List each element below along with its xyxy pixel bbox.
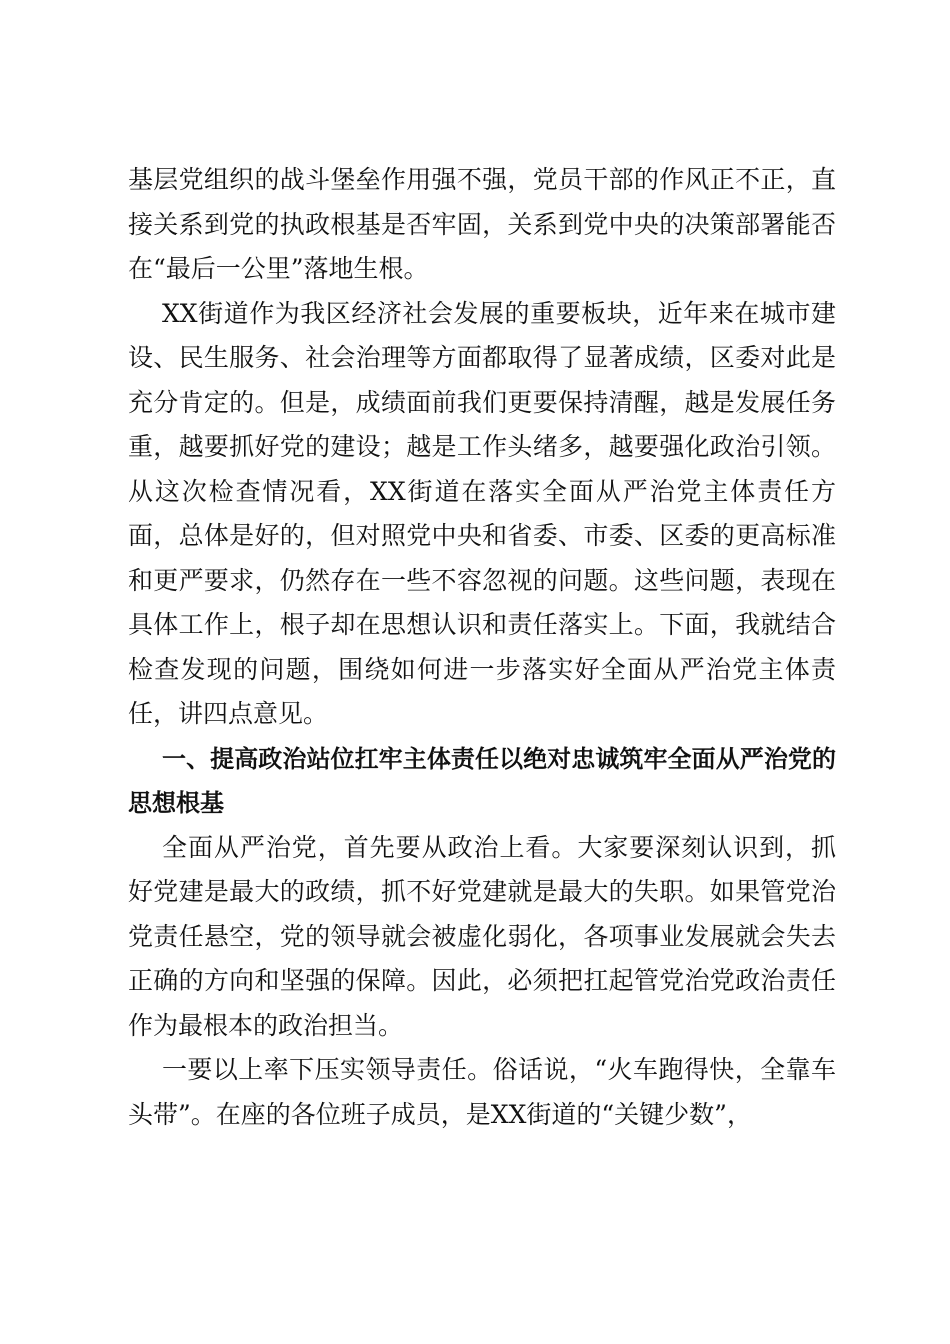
paragraph-leadership-responsibility: 一要以上率下压实领导责任。俗话说，“火车跑得快，全靠车头带”。在座的各位班子成员，是XX街道的“关键少数”，: [128, 1055, 836, 1129]
paragraph-street-overview: XX街道作为我区经济社会发展的重要板块，近年来在城市建设、民生服务、社会治理等方面都取得了显著成绩，区委对此是充分肯定的。但是，成绩面前我们更要保持清醒，越是发展任务重，越要抓好党的建设；越是工作头绪多，越要强化政治引领。从这次检查情况看，XX街道在落实全面从严治党主体责任方面，总体是好的，但对照党中央和省委、市委、区委的更高标准和更严要求，仍然存在一些不容忽视的问题。这些问题，表现在具体工作上，根子却在思想认识和责任落实上。下面，我就结合检查发现的问题，围绕如何进一步落实好全面从严治党主体责任，讲四点意见。: [128, 298, 836, 728]
section-heading-1: 一、提高政治站位扛牢主体责任以绝对忠诚筑牢全面从严治党的思想根基: [128, 744, 836, 817]
paragraph-political-view: 全面从严治党，首先要从政治上看。大家要深刻认识到，抓好党建是最大的政绩，抓不好党建就是最大的失职。如果管党治党责任悬空，党的领导就会被虚化弱化，各项事业发展就会失去正确的方向和坚强的保障。因此，必须把扛起管党治党政治责任作为最根本的政治担当。: [128, 832, 836, 1040]
paragraph-continuation: 基层党组织的战斗堡垒作用强不强，党员干部的作风正不正，直接关系到党的执政根基是否牢固，关系到党中央的决策部署能否在“最后一公里”落地生根。: [128, 165, 836, 283]
document-body: [128, 158, 836, 1137]
